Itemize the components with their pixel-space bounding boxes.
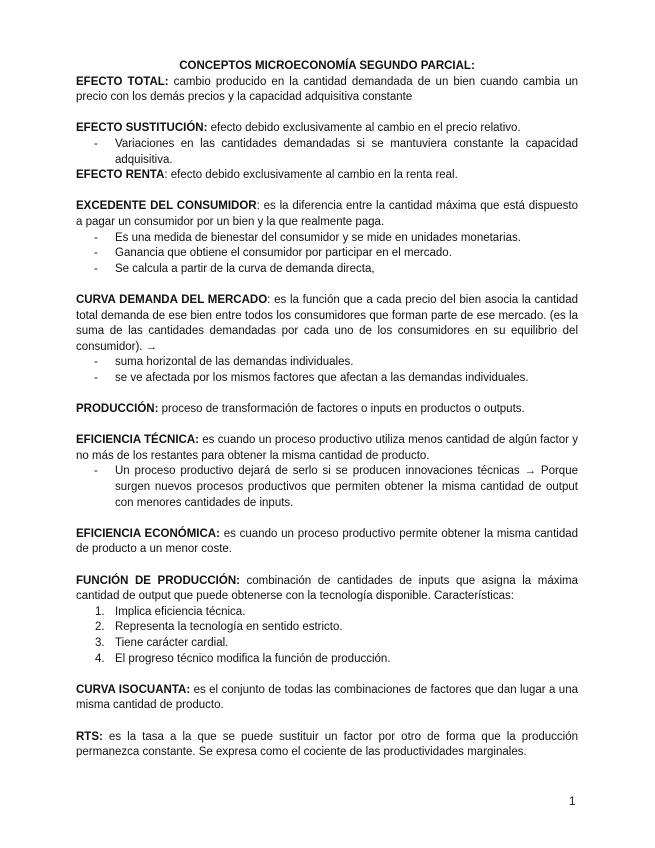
definition-curva-isocuanta: es el conjunto de todas las combinaciones de factores que dan lugar a una misma cantidad de producto. — [76, 683, 578, 712]
list-number: 2. — [95, 621, 105, 634]
paragraph-excedente — [76, 199, 578, 230]
spacer — [76, 511, 578, 527]
list-item — [76, 652, 578, 668]
spacer — [76, 418, 578, 434]
page-number: 1 — [569, 796, 576, 808]
definition-efecto-renta: : efecto debido exclusivamente al cambio en la renta real. — [164, 169, 458, 182]
spacer — [76, 277, 578, 293]
term-excedente: EXCEDENTE DEL CONSUMIDOR — [76, 200, 257, 213]
list-item: - Variaciones en las cantidades demandadas si se mantuviera constante la capacidad adquisitiva. — [76, 137, 578, 168]
list-item — [76, 605, 578, 621]
paragraph-rts — [76, 730, 578, 761]
document-body — [76, 59, 578, 761]
list-text: Representa la tecnología en sentido estricto. — [115, 621, 343, 634]
list-item: - Se calcula a partir de la curva de demanda directa, — [76, 262, 578, 278]
term-funcion-produccion: FUNCIÓN DE PRODUCCIÓN: — [76, 574, 240, 587]
list-item: - Un proceso productivo dejará de serlo si se producen innovaciones técnicas → Porque surgen nuevos procesos productivos que permiten obtener la misma cantidad de output con menores cantidades de inputs. — [76, 464, 578, 511]
list-item: - Ganancia que obtiene el consumidor por participar en el mercado. — [76, 246, 578, 262]
term-produccion: PRODUCCIÓN: — [76, 403, 159, 416]
term-efecto-renta: EFECTO RENTA — [76, 169, 165, 182]
paragraph-curva-demanda — [76, 293, 578, 355]
term-curva-isocuanta: CURVA ISOCUANTA: — [76, 683, 191, 696]
paragraph-efecto-renta — [76, 168, 578, 184]
term-rts: RTS: — [76, 730, 103, 743]
list-item — [76, 636, 578, 652]
definition-eficiencia-economica: es cuando un proceso productivo permite obtener la misma cantidad de producto a un menor coste. — [76, 527, 579, 556]
term-efecto-total: EFECTO TOTAL: — [76, 75, 169, 88]
definition-rts: es la tasa a la que se puede sustituir un factor por otro de forma que la producción permanezca constante. Se expresa como el cociente de las productividades marginales. — [76, 730, 578, 759]
definition-curva-demanda: : es la función que a cada precio del bien asocia la cantidad total demanda de ese bien entre todos los consumidores que forman parte de ese mercado. (es la suma de las cantidades demandadas por cada uno de los consumidores en su equilibrio del consumidor). → — [76, 293, 578, 353]
spacer — [76, 386, 578, 402]
list-item — [76, 620, 578, 636]
list-number: 3. — [95, 636, 105, 649]
paragraph-funcion-produccion — [76, 574, 578, 605]
term-efecto-sustitucion: EFECTO SUSTITUCIÓN: — [76, 122, 208, 135]
list-curva-demanda — [76, 355, 578, 386]
spacer — [76, 558, 578, 574]
list-text: Tiene carácter cardial. — [115, 636, 229, 649]
term-eficiencia-economica: EFICIENCIA ECONÓMICA: — [76, 527, 220, 540]
definition-efecto-total: cambio producido en la cantidad demandada de un bien cuando cambia un precio con los demás precios y la capacidad adquisitiva constante — [76, 75, 578, 104]
definition-eficiencia-tecnica: es cuando un proceso productivo utiliza menos cantidad de algún factor y no más de los restantes para obtener la misma cantidad de producto. — [76, 434, 578, 462]
paragraph-efecto-total — [76, 75, 578, 106]
list-number: 1. — [95, 605, 105, 618]
list-eficiencia-tecnica — [76, 464, 578, 511]
definition-efecto-sustitucion: efecto debido exclusivamente al cambio en el precio relativo. — [207, 122, 521, 135]
list-efecto-sustitucion — [76, 137, 578, 168]
term-curva-demanda: CURVA DEMANDA DEL MERCADO — [76, 293, 268, 306]
list-number: 4. — [95, 652, 105, 665]
spacer — [76, 667, 578, 683]
list-text: Implica eficiencia técnica. — [115, 605, 246, 618]
list-item: - se ve afectada por los mismos factores que afectan a las demandas individuales. — [76, 371, 578, 387]
spacer — [76, 714, 578, 730]
paragraph-produccion — [76, 402, 578, 418]
definition-produccion: proceso de transformación de factores o inputs en productos o outputs. — [158, 403, 525, 416]
list-item: - Es una medida de bienestar del consumidor y se mide en unidades monetarias. — [76, 231, 578, 247]
spacer — [76, 106, 578, 122]
paragraph-curva-isocuanta — [76, 683, 578, 714]
paragraph-eficiencia-tecnica — [76, 433, 578, 464]
definition-funcion-produccion: combinación de cantidades de inputs que asigna la máxima cantidad de output que puede obtenerse con la tecnología disponible. Características: — [76, 574, 578, 603]
paragraph-eficiencia-economica — [76, 527, 578, 558]
term-eficiencia-tecnica: EFICIENCIA TÉCNICA: — [76, 434, 199, 447]
list-funcion-produccion — [76, 605, 578, 667]
list-item: - suma horizontal de las demandas individuales. — [76, 355, 578, 371]
spacer — [76, 184, 578, 200]
page-title: CONCEPTOS MICROECONOMÍA SEGUNDO PARCIAL: — [179, 60, 475, 72]
definition-excedente: : es la diferencia entre la cantidad máxima que está dispuesto a pagar un consumidor por un bien y la que realmente paga. — [76, 200, 578, 228]
list-text: El progreso técnico modifica la función de producción. — [115, 652, 391, 665]
list-excedente — [76, 231, 578, 278]
paragraph-efecto-sustitucion — [76, 121, 578, 137]
